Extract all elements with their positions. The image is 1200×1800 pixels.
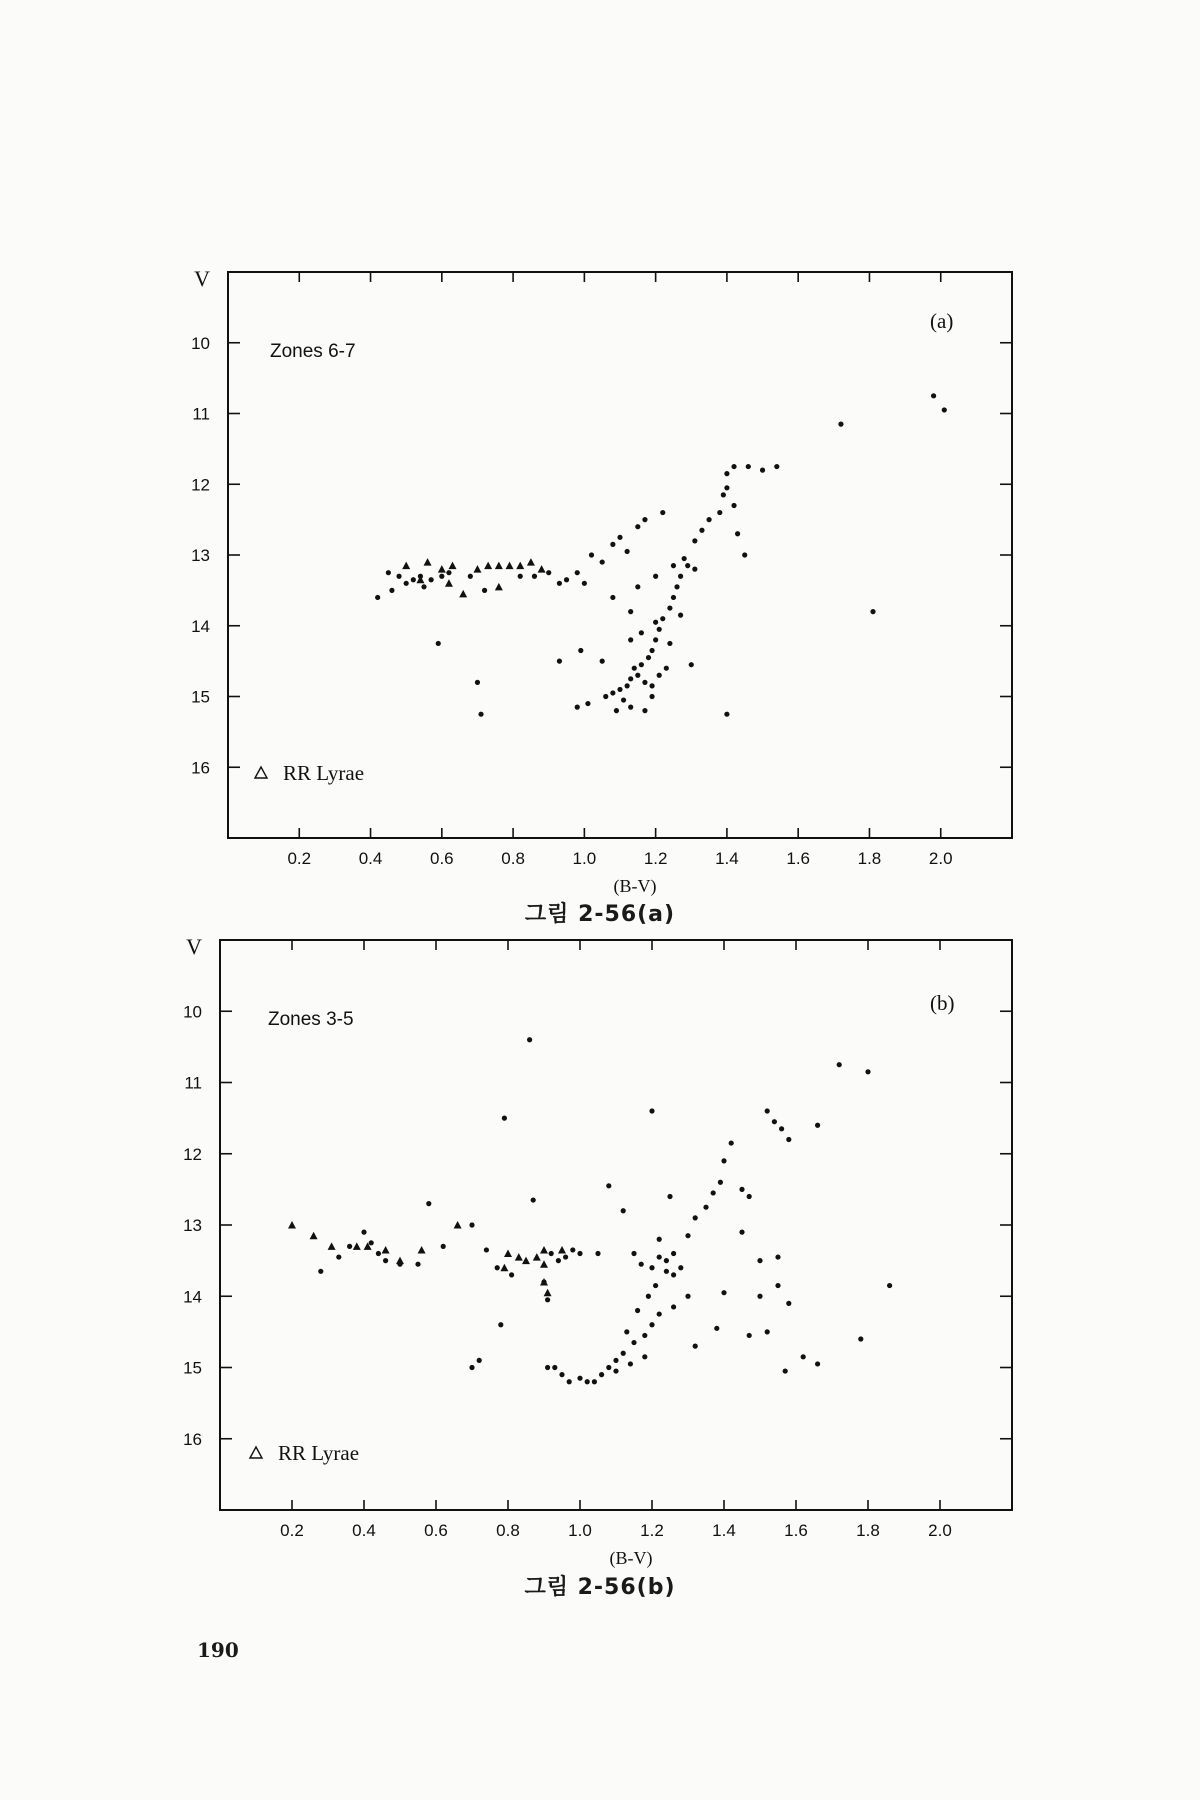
star-point — [646, 1294, 651, 1299]
star-point — [775, 1254, 780, 1259]
star-point — [724, 712, 729, 717]
star-point — [376, 1251, 381, 1256]
star-point — [396, 574, 401, 579]
star-point — [625, 549, 630, 554]
star-point — [779, 1126, 784, 1131]
star-point — [482, 588, 487, 593]
star-point — [653, 620, 658, 625]
rr-lyrae-point — [445, 579, 453, 587]
rr-lyrae-point — [495, 562, 503, 570]
legend — [250, 1441, 359, 1465]
rr-lyrae-point — [533, 1253, 541, 1261]
star-point — [318, 1269, 323, 1274]
star-point — [858, 1336, 863, 1341]
x-tick-label: 1.0 — [568, 1521, 592, 1540]
star-point — [610, 690, 615, 695]
star-point — [731, 464, 736, 469]
star-point — [575, 705, 580, 710]
x-axis-title: (B-V) — [613, 876, 657, 896]
star-point — [585, 1379, 590, 1384]
star-point — [671, 595, 676, 600]
star-point — [671, 1304, 676, 1309]
star-point — [693, 1215, 698, 1220]
rr-lyrae-point — [402, 562, 410, 570]
star-point — [649, 683, 654, 688]
chart-panel-b — [183, 934, 1012, 1569]
star-point — [706, 517, 711, 522]
star-point — [642, 1354, 647, 1359]
rr-lyrae-point — [449, 562, 457, 570]
star-point — [621, 1351, 626, 1356]
star-point — [760, 468, 765, 473]
y-tick-label: 12 — [191, 475, 210, 495]
star-point — [628, 609, 633, 614]
rr-lyrae-point — [540, 1246, 548, 1254]
rr-lyrae-point — [382, 1246, 390, 1254]
star-point — [577, 1251, 582, 1256]
rr-lyrae-point — [288, 1221, 296, 1229]
x-tick-label: 0.8 — [496, 1521, 520, 1540]
star-point — [577, 1376, 582, 1381]
x-tick-label: 1.2 — [640, 1521, 664, 1540]
star-point — [469, 1222, 474, 1227]
star-point — [757, 1294, 762, 1299]
star-point — [635, 524, 640, 529]
star-point — [606, 1365, 611, 1370]
y-tick-label: 14 — [183, 1287, 202, 1307]
star-point — [531, 1197, 536, 1202]
star-point — [772, 1119, 777, 1124]
star-point — [649, 648, 654, 653]
star-point — [361, 1230, 366, 1235]
star-point — [747, 1194, 752, 1199]
y-tick-label: 10 — [191, 333, 210, 353]
star-point — [426, 1201, 431, 1206]
star-point — [671, 1251, 676, 1256]
star-point — [747, 1333, 752, 1338]
star-point — [692, 567, 697, 572]
star-point — [717, 510, 722, 515]
star-point — [815, 1361, 820, 1366]
y-tick-label: 13 — [183, 1216, 202, 1235]
star-point — [729, 1140, 734, 1145]
star-point — [439, 574, 444, 579]
x-tick-label: 0.8 — [501, 849, 525, 868]
x-tick-label: 1.4 — [715, 849, 739, 868]
star-point — [375, 595, 380, 600]
x-tick-label: 1.8 — [856, 1521, 880, 1540]
rr-lyrae-point — [538, 565, 546, 573]
rr-lyrae-point — [500, 1264, 508, 1272]
star-point — [549, 1251, 554, 1256]
star-point — [603, 694, 608, 699]
star-point — [667, 605, 672, 610]
star-point — [739, 1230, 744, 1235]
star-point — [775, 1283, 780, 1288]
star-point — [617, 687, 622, 692]
x-tick-label: 0.2 — [280, 1521, 304, 1540]
star-point — [671, 563, 676, 568]
star-point — [509, 1272, 514, 1277]
star-point — [887, 1283, 892, 1288]
star-point — [815, 1123, 820, 1128]
star-point — [570, 1247, 575, 1252]
star-point — [678, 613, 683, 618]
star-point — [731, 503, 736, 508]
rr-lyrae-point — [495, 583, 503, 591]
star-point — [757, 1258, 762, 1263]
star-point — [742, 552, 747, 557]
rr-lyrae-point — [418, 1246, 426, 1254]
zones-label: Zones 3-5 — [268, 1009, 354, 1030]
rr-lyrae-point — [515, 1253, 523, 1261]
x-axis-title: (B-V) — [609, 1548, 653, 1568]
star-point — [545, 1297, 550, 1302]
legend-label: RR Lyrae — [278, 1441, 360, 1465]
star-point — [621, 1208, 626, 1213]
star-point — [389, 588, 394, 593]
x-tick-label: 1.8 — [857, 849, 882, 868]
y-tick-label: 15 — [191, 687, 210, 707]
star-point — [783, 1368, 788, 1373]
star-point — [595, 1251, 600, 1256]
star-point — [610, 595, 615, 600]
star-point — [642, 680, 647, 685]
star-point — [801, 1354, 806, 1359]
star-point — [383, 1258, 388, 1263]
panel-letter: (a) — [930, 309, 954, 333]
star-point — [585, 701, 590, 706]
star-point — [563, 1254, 568, 1259]
rr-lyrae-point — [454, 1221, 462, 1229]
chart-panel-a — [191, 266, 1012, 897]
star-point — [575, 570, 580, 575]
y-tick-label: 16 — [191, 758, 210, 778]
x-tick-label: 2.0 — [928, 1521, 952, 1540]
star-point — [468, 574, 473, 579]
star-point — [411, 577, 416, 582]
star-point — [613, 1368, 618, 1373]
star-point — [347, 1244, 352, 1249]
star-point — [711, 1190, 716, 1195]
star-point — [685, 1233, 690, 1238]
star-point — [599, 1372, 604, 1377]
star-point — [642, 1333, 647, 1338]
y-tick-label: 14 — [191, 616, 210, 636]
star-point — [657, 1237, 662, 1242]
star-point — [703, 1205, 708, 1210]
star-point — [667, 641, 672, 646]
star-point — [653, 1283, 658, 1288]
star-point — [649, 1322, 654, 1327]
legend-label: RR Lyrae — [283, 761, 365, 785]
star-point — [336, 1254, 341, 1259]
y-axis-label: V — [186, 934, 202, 959]
star-point — [838, 422, 843, 427]
star-point — [564, 577, 569, 582]
panel-letter: (b) — [930, 991, 955, 1015]
rr-lyrae-point — [424, 558, 432, 566]
star-point — [653, 574, 658, 579]
star-point — [589, 552, 594, 557]
x-tick-label: 0.6 — [424, 1521, 448, 1540]
star-point — [646, 655, 651, 660]
y-tick-label: 11 — [192, 404, 210, 424]
star-point — [746, 464, 751, 469]
x-tick-label: 1.0 — [572, 849, 597, 868]
star-point — [421, 584, 426, 589]
star-point — [786, 1137, 791, 1142]
star-point — [546, 570, 551, 575]
star-point — [477, 1358, 482, 1363]
star-point — [657, 1311, 662, 1316]
star-point — [699, 528, 704, 533]
star-point — [649, 1108, 654, 1113]
rr-lyrae-point — [558, 1246, 566, 1254]
rr-lyrae-point — [540, 1278, 548, 1286]
star-point — [870, 609, 875, 614]
rr-lyrae-point — [540, 1260, 548, 1268]
star-point — [635, 584, 640, 589]
star-point — [660, 616, 665, 621]
star-point — [617, 535, 622, 540]
star-point — [559, 1372, 564, 1377]
rr-lyrae-point — [328, 1242, 336, 1250]
star-point — [642, 708, 647, 713]
star-point — [837, 1062, 842, 1067]
star-point — [613, 1358, 618, 1363]
star-point — [657, 627, 662, 632]
star-point — [682, 556, 687, 561]
x-tick-label: 1.4 — [712, 1521, 736, 1540]
rr-lyrae-point — [527, 558, 535, 566]
star-point — [635, 1308, 640, 1313]
star-point — [404, 581, 409, 586]
star-point — [628, 705, 633, 710]
rr-lyrae-point — [459, 590, 467, 598]
star-point — [557, 659, 562, 664]
star-point — [724, 485, 729, 490]
rr-lyrae-point — [353, 1242, 361, 1250]
rr-lyrae-point — [396, 1257, 404, 1265]
rr-lyrae-point — [516, 562, 524, 570]
rr-lyrae-point — [416, 576, 424, 584]
y-axis-label: V — [194, 266, 210, 291]
star-point — [446, 570, 451, 575]
star-point — [693, 1344, 698, 1349]
star-point — [628, 637, 633, 642]
y-tick-label: 10 — [183, 1002, 202, 1022]
star-point — [942, 407, 947, 412]
star-point — [721, 492, 726, 497]
rr-lyrae-point — [310, 1232, 318, 1240]
star-point — [664, 666, 669, 671]
x-tick-label: 0.6 — [429, 849, 454, 868]
star-point — [639, 630, 644, 635]
star-point — [664, 1269, 669, 1274]
star-point — [567, 1379, 572, 1384]
rr-lyrae-point — [504, 1250, 512, 1258]
star-point — [369, 1240, 374, 1245]
caption-a: 그림 2-56(a) — [524, 902, 676, 927]
star-point — [484, 1247, 489, 1252]
star-point — [527, 1037, 532, 1042]
star-point — [786, 1301, 791, 1306]
star-point — [674, 584, 679, 589]
star-point — [735, 531, 740, 536]
star-point — [502, 1116, 507, 1121]
rr-lyrae-point — [438, 565, 446, 573]
star-point — [714, 1326, 719, 1331]
star-point — [678, 574, 683, 579]
star-point — [692, 538, 697, 543]
caption-b: 그림 2-56(b) — [524, 1575, 676, 1600]
star-point — [685, 1294, 690, 1299]
star-point — [475, 680, 480, 685]
y-tick-label: 16 — [183, 1429, 202, 1449]
legend-triangle-icon — [250, 1447, 262, 1458]
star-point — [518, 574, 523, 579]
star-point — [721, 1158, 726, 1163]
star-point — [600, 559, 605, 564]
y-tick-label: 13 — [191, 546, 210, 565]
star-point — [689, 662, 694, 667]
star-point — [614, 708, 619, 713]
star-point — [625, 683, 630, 688]
star-point — [600, 659, 605, 664]
star-point — [545, 1365, 550, 1370]
star-point — [678, 1265, 683, 1270]
star-point — [628, 676, 633, 681]
x-tick-label: 0.4 — [358, 849, 383, 868]
star-point — [667, 1194, 672, 1199]
star-point — [441, 1244, 446, 1249]
star-point — [649, 1265, 654, 1270]
star-point — [765, 1108, 770, 1113]
rr-lyrae-point — [522, 1257, 530, 1265]
star-point — [429, 577, 434, 582]
star-point — [632, 666, 637, 671]
star-point — [671, 1272, 676, 1277]
star-point — [631, 1340, 636, 1345]
rr-lyrae-point — [484, 562, 492, 570]
star-point — [649, 694, 654, 699]
star-point — [664, 1258, 669, 1263]
star-point — [582, 581, 587, 586]
star-point — [469, 1365, 474, 1370]
star-point — [478, 712, 483, 717]
star-point — [628, 1361, 633, 1366]
star-point — [415, 1262, 420, 1267]
star-point — [721, 1290, 726, 1295]
star-point — [931, 393, 936, 398]
x-tick-label: 0.2 — [287, 849, 312, 868]
star-point — [724, 471, 729, 476]
x-tick-label: 1.6 — [784, 1521, 808, 1540]
x-tick-label: 0.4 — [352, 1521, 376, 1540]
y-tick-label: 11 — [184, 1073, 202, 1093]
star-point — [578, 648, 583, 653]
star-point — [635, 673, 640, 678]
star-point — [639, 662, 644, 667]
star-point — [436, 641, 441, 646]
rr-lyrae-point — [544, 1289, 552, 1297]
x-tick-label: 1.2 — [643, 849, 668, 868]
star-point — [639, 1262, 644, 1267]
star-point — [624, 1329, 629, 1334]
star-point — [657, 1254, 662, 1259]
star-point — [660, 510, 665, 515]
legend-triangle-icon — [255, 767, 267, 778]
star-point — [621, 697, 626, 702]
star-point — [557, 581, 562, 586]
star-point — [498, 1322, 503, 1327]
rr-lyrae-point — [473, 565, 481, 573]
star-point — [718, 1180, 723, 1185]
star-point — [386, 570, 391, 575]
x-tick-label: 1.6 — [786, 849, 811, 868]
star-point — [653, 637, 658, 642]
star-point — [606, 1183, 611, 1188]
star-point — [631, 1251, 636, 1256]
legend — [255, 761, 364, 785]
y-tick-label: 12 — [183, 1144, 202, 1164]
star-point — [657, 673, 662, 678]
star-point — [532, 574, 537, 579]
star-point — [642, 517, 647, 522]
y-tick-label: 15 — [183, 1358, 202, 1378]
star-point — [865, 1069, 870, 1074]
star-point — [592, 1379, 597, 1384]
x-tick-label: 2.0 — [928, 849, 953, 868]
rr-lyrae-point — [506, 562, 514, 570]
star-point — [495, 1265, 500, 1270]
page-number: 190 — [197, 1638, 239, 1662]
star-point — [556, 1258, 561, 1263]
zones-label: Zones 6-7 — [270, 341, 356, 362]
star-point — [610, 542, 615, 547]
star-point — [685, 563, 690, 568]
star-point — [552, 1365, 557, 1370]
star-point — [739, 1187, 744, 1192]
star-point — [765, 1329, 770, 1334]
star-point — [774, 464, 779, 469]
